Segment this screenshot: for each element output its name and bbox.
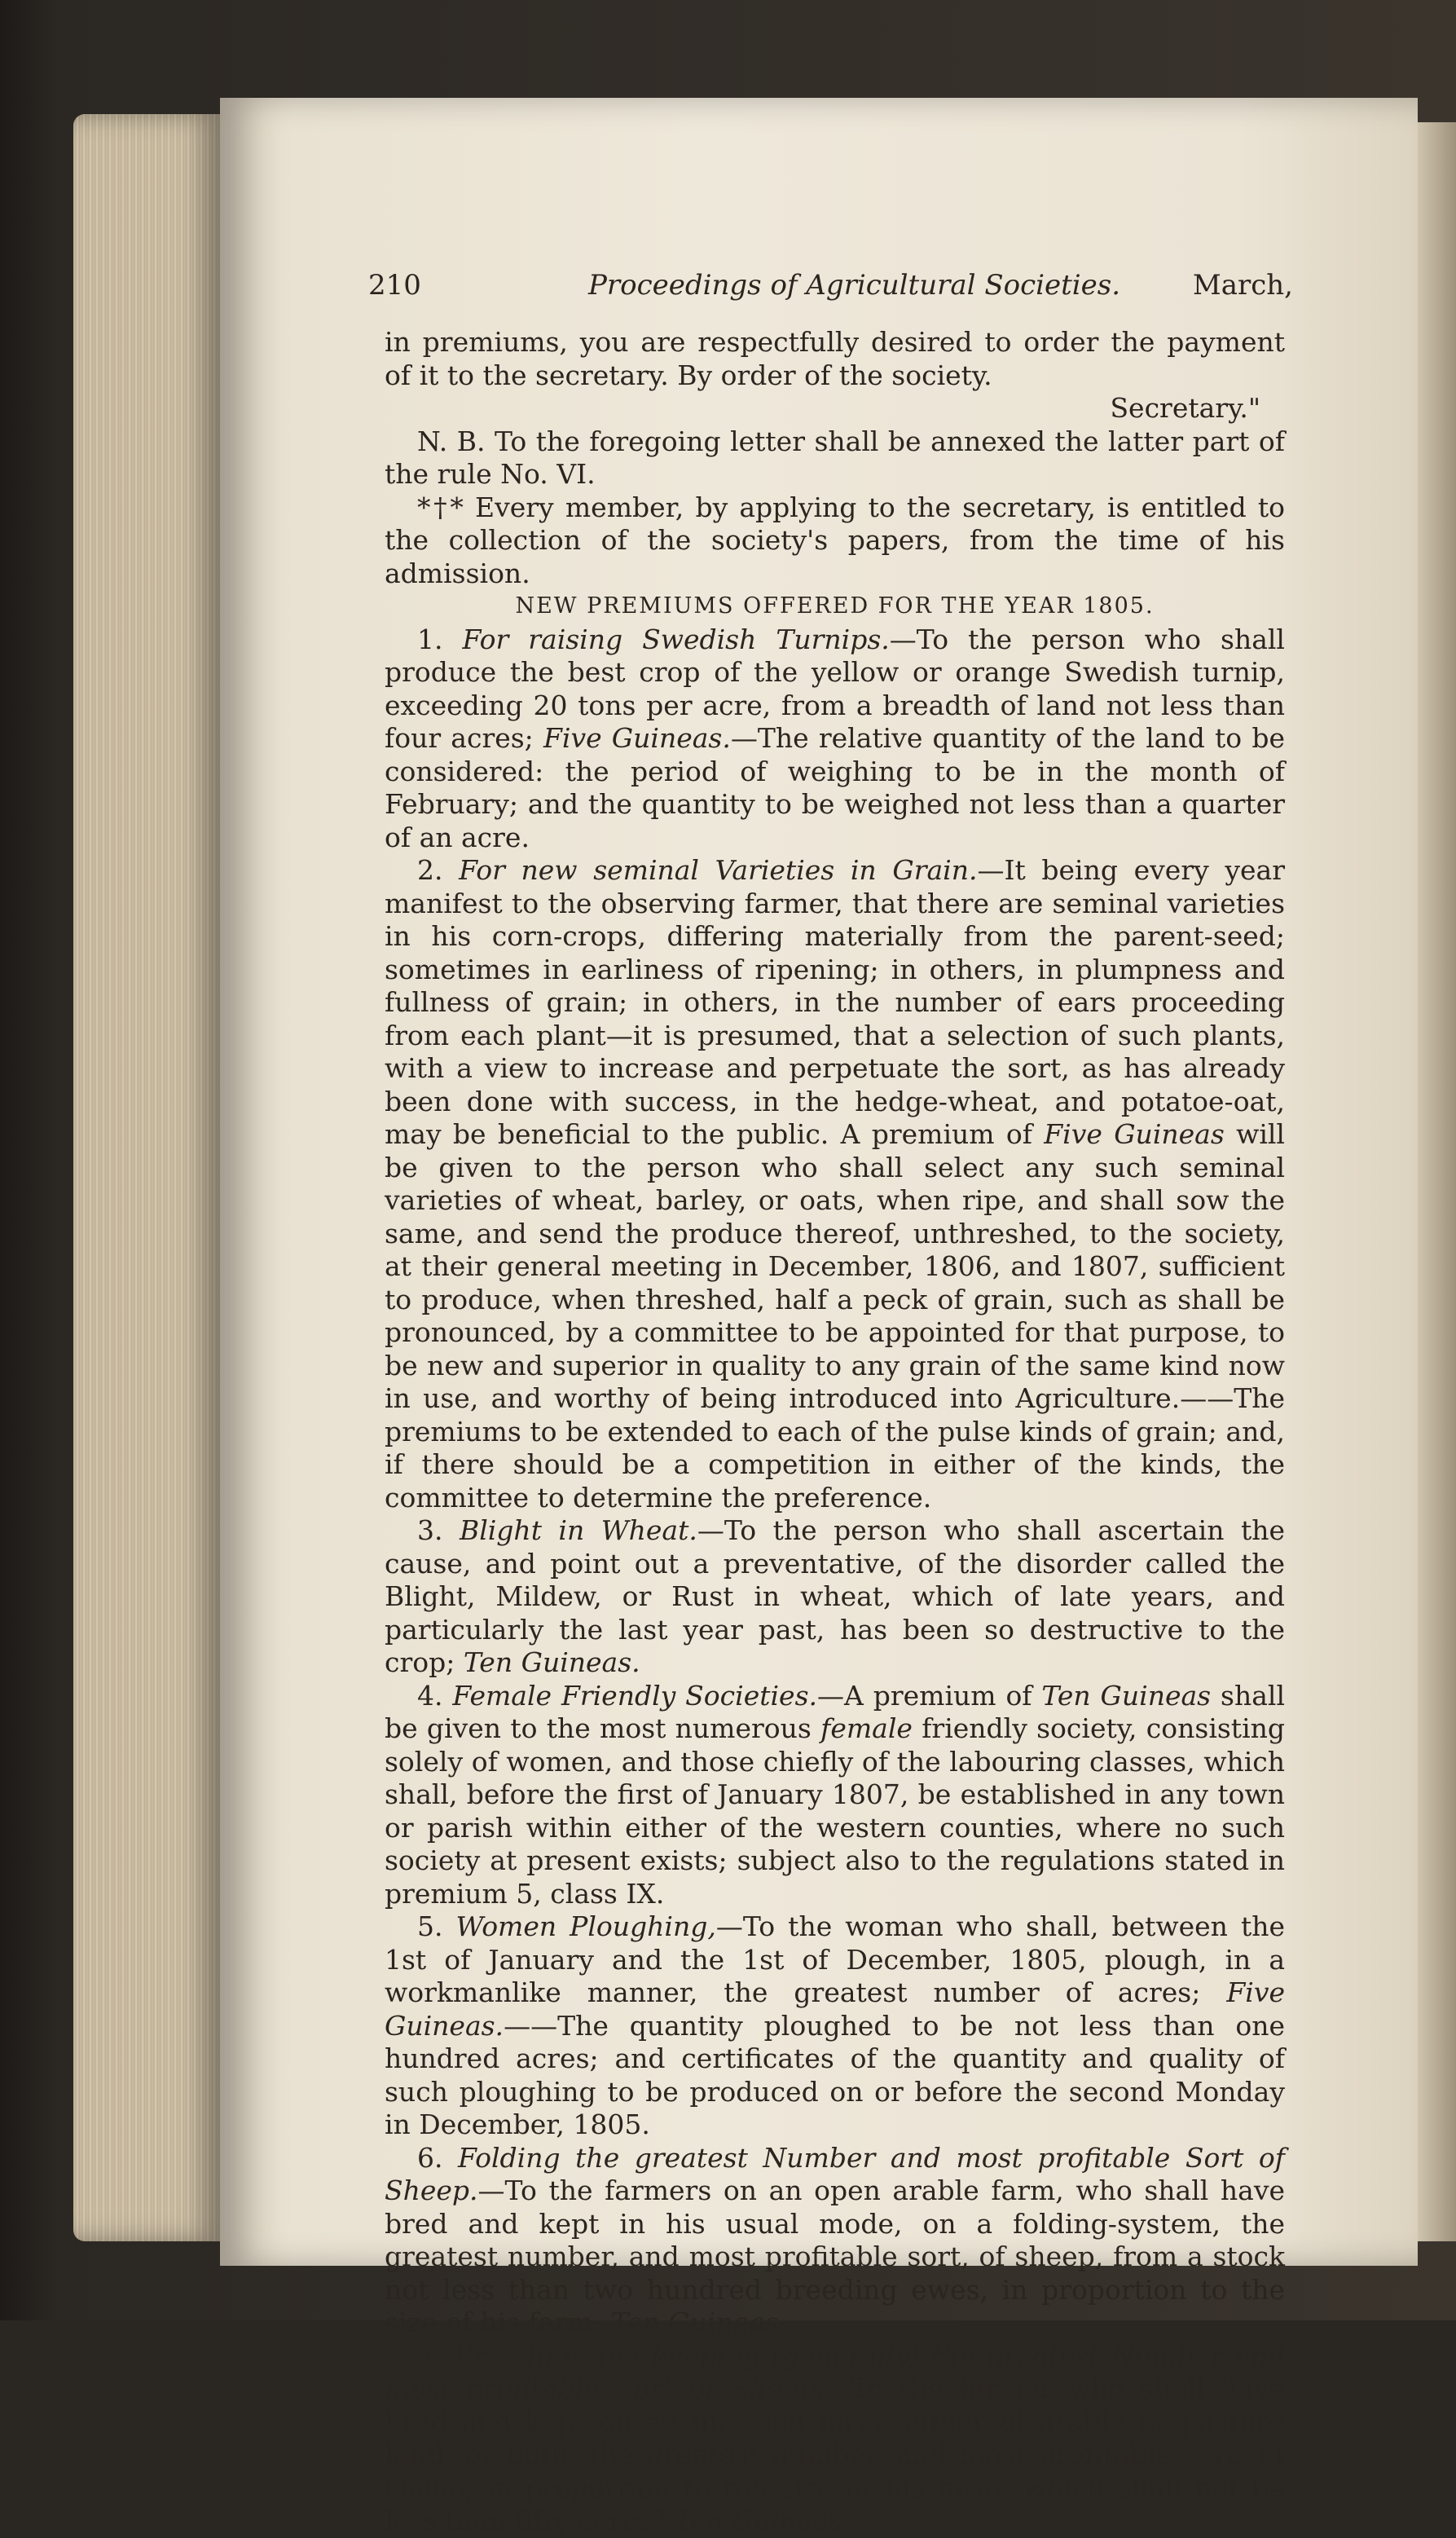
text-run: —To the woman who shall, between the 1st of January and the 1st of December, 1805, plough, in a workmanlike manner, the greatest number of acres;: [385, 1910, 1285, 2008]
premium-2: [385, 854, 1285, 1514]
page-header: [368, 269, 1293, 326]
text-run: 7.: [417, 2339, 455, 2372]
italic-run: Ten Guineas: [1041, 1679, 1212, 1712]
text-run: 1.: [417, 623, 463, 655]
page-number: 210: [368, 269, 421, 302]
paragraph-member-notice: [385, 491, 1285, 591]
facing-page-edge: [1418, 122, 1456, 2241]
text-run: shall be given to the most numerous: [385, 1679, 1285, 1744]
text-run: 2.: [417, 854, 460, 886]
stacked-page-edges: [73, 114, 220, 2241]
italic-run: Five Guineas.: [385, 1976, 1285, 2042]
text-run: 4.: [417, 1679, 453, 1712]
italic-run: For raising Swedish Turnips.: [462, 623, 890, 655]
premium-4: [385, 1680, 1285, 1911]
italic-run: Blight in Wheat.: [459, 1514, 697, 1546]
text-run: —To the farmers on an open arable farm, who shall have bred and kept in his usual mode, on a folding-system, the greatest number, and most profitable sort, of sheep, from a stock not less than two hundred breeding ewes, in proportion to the size of his farm;: [385, 2174, 1285, 2338]
italic-run: Ten Guineas.: [674, 2505, 851, 2536]
italic-run: female: [820, 1712, 913, 1744]
italic-run: Ten Guineas.: [463, 1646, 640, 1678]
italic-run: Five Guineas.: [543, 722, 731, 754]
text-run: ——The quantity ploughed to be not less than one hundred acres; and certificates of the quantity and quality of such ploughing to be produced on or before the second Monday in December, 1805.: [385, 2009, 1285, 2140]
italic-run: Breeding and keeping (generally) the greatest Number and most profitable Sort of Sheep.: [385, 2339, 1285, 2404]
text-run: —To the farmer who shall have bred and kept on an inclosed farm, either of arable or pasture land, or both, the greatest number, and most profitable sort, of sheep, in proportion to the size of his farm, which shall not be less than fifty acres?: [385, 2373, 1285, 2536]
text-run: N. B. To the foregoing letter shall be annexed the latter part of the rule No. VI.: [385, 425, 1285, 490]
italic-run: Ten Guineas.: [610, 2307, 788, 2338]
premium-5: [385, 1910, 1285, 2142]
premium-1: [385, 623, 1285, 855]
text-run: —The relative quantity of the land to be considered: the period of weighing to be in the month of February; and the quantity to be weighed not less than a quarter of an acre.: [385, 722, 1285, 853]
running-title: Proceedings of Agricultural Societies.: [588, 269, 1121, 302]
italic-run: Female Friendly Societies.: [452, 1679, 817, 1712]
page-text: [368, 269, 1293, 2538]
text-run: 5.: [417, 1910, 456, 1942]
text-run: —To the person who shall ascertain the cause, and point out a preventative, of the disorder called the Blight, Mildew, or Rust in wheat, which of late years, and particularly the last year past, has been so destructive to the crop;: [385, 1514, 1285, 1678]
premium-7: [385, 2340, 1285, 2538]
paragraph-continuation: [385, 326, 1285, 392]
italic-run: Women Ploughing,: [455, 1910, 716, 1942]
text-run: 3.: [417, 1514, 460, 1546]
premium-6: [385, 2142, 1285, 2340]
text-run: will be given to the person who shall select any such seminal varieties of wheat, barley, or oats, when ripe, and shall sow the same, and send the produce thereof, unthreshed, to the society, at their general meeting in December, 1806, and 1807, sufficient to produce, when threshed, half a peck of grain, such as shall be pronounced, by a committee to be appointed for that purpose, to be new and superior in quality to any grain of the same kind now in use, and worthy of being introduced into Agriculture.——The premiums to be extended to each of the pulse kinds of grain; and, if there should be a competition in either of the kinds, the committee to determine the preference.: [385, 1118, 1285, 1514]
text-run: Secretary.": [1110, 392, 1260, 424]
paragraph-note: [385, 425, 1285, 491]
text-run: 6.: [417, 2141, 459, 2174]
text-run: *†* Every member, by applying to the secretary, is entitled to the collection of the society's papers, from the time of his admission.: [385, 491, 1285, 589]
italic-run: Five Guineas: [1044, 1118, 1225, 1150]
premium-3: [385, 1514, 1285, 1680]
body-text: [385, 326, 1285, 2538]
italic-run: For new seminal Varieties in Grain.: [459, 854, 978, 886]
running-month: March,: [1192, 269, 1293, 302]
text-run: in premiums, you are respectfully desired to order the payment of it to the secretary. By order of the society.: [385, 326, 1285, 391]
signature-secretary: [385, 392, 1285, 425]
text-run: —A premium of: [817, 1679, 1042, 1712]
text-run: NEW PREMIUMS OFFERED FOR THE YEAR 1805.: [515, 593, 1155, 619]
text-run: —To the person who shall produce the best crop of the yellow or orange Swedish turnip, exceeding 20 tons per acre, from a breadth of land not less than four acres;: [385, 623, 1285, 754]
text-run: friendly society, consisting solely of women, and those chiefly of the labouring classes, which shall, before the first of January 1807, be established in any town or parish within either of the western counties, where no such society at present exists; subject also to the regulations stated in premium 5, class IX.: [385, 1712, 1286, 1910]
text-run: —It being every year manifest to the observing farmer, that there are seminal varieties in his corn-crops, differing materially from the parent-seed; sometimes in earliness of ripening; in others, in plumpness and fullness of grain; in others, in the number of ears proceeding from each plant—it is presumed, that a selection of such plants, with a view to increase and perpetuate the sort, as has already been done with success, in the hedge-wheat, and potatoe-oat, may be beneficial to the public. A premium of: [385, 854, 1286, 1150]
italic-run: Folding the greatest Number and most profitable Sort of Sheep.: [385, 2141, 1285, 2206]
section-heading: [385, 590, 1285, 623]
